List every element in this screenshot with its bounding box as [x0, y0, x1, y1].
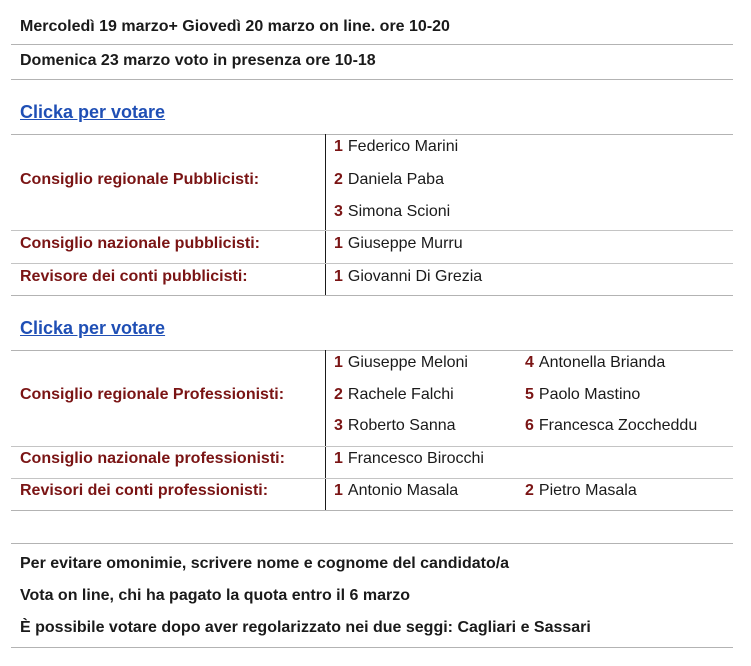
candidate-item: 4 Antonella Brianda [525, 354, 666, 371]
row-label-regionale-professionisti: Consiglio regionale Professionisti: [20, 386, 285, 403]
row-divider [11, 230, 733, 231]
row-divider [11, 446, 733, 447]
schedule-in-person: Domenica 23 marzo voto in presenza ore 10-18 [20, 52, 376, 69]
row-label-nazionale-pubblicisti: Consiglio nazionale pubblicisti: [20, 235, 261, 252]
schedule-online: Mercoledì 19 marzo+ Giovedì 20 marzo on line. ore 10-20 [20, 18, 450, 35]
candidate-item: 5 Paolo Mastino [525, 386, 641, 403]
note-quota: Vota on line, chi ha pagato la quota entro il 6 marzo [20, 587, 410, 604]
candidate-item: 1 Antonio Masala [334, 482, 459, 499]
divider [11, 543, 733, 544]
divider [11, 44, 733, 45]
candidate-item: 1 Federico Marini [334, 138, 459, 155]
candidate-item: 1 Francesco Birocchi [334, 450, 484, 467]
vote-link-pubblicisti[interactable]: Clicka per votare [20, 102, 166, 122]
candidate-item: 1 Giuseppe Murru [334, 235, 463, 252]
row-label-regionale-pubblicisti: Consiglio regionale Pubblicisti: [20, 171, 260, 188]
candidate-item: 3 Simona Scioni [334, 203, 451, 220]
table-top-border [11, 134, 733, 135]
candidate-item: 1 Giuseppe Meloni [334, 354, 468, 371]
row-label-revisore-pubblicisti: Revisore dei conti pubblicisti: [20, 268, 248, 285]
row-label-nazionale-professionisti: Consiglio nazionale professionisti: [20, 450, 285, 467]
row-divider [11, 478, 733, 479]
table-top-border [11, 350, 733, 351]
candidate-item: 1 Giovanni Di Grezia [334, 268, 483, 285]
table-bottom-border [11, 510, 733, 511]
candidate-item: 2 Pietro Masala [525, 482, 637, 499]
row-label-revisori-professionisti: Revisori dei conti professionisti: [20, 482, 269, 499]
candidate-item: 2 Daniela Paba [334, 171, 444, 188]
vote-link-professionisti[interactable]: Clicka per votare [20, 318, 166, 338]
note-seggi: È possibile votare dopo aver regolarizzato nei due seggi: Cagliari e Sassari [20, 619, 591, 636]
candidate-item: 6 Francesca Zoccheddu [525, 417, 698, 434]
column-divider [325, 134, 326, 295]
candidate-item: 3 Roberto Sanna [334, 417, 456, 434]
row-divider [11, 263, 733, 264]
candidate-item: 2 Rachele Falchi [334, 386, 454, 403]
column-divider [325, 350, 326, 510]
table-bottom-border [11, 295, 733, 296]
divider [11, 647, 733, 648]
note-omonimie: Per evitare omonimie, scrivere nome e cognome del candidato/a [20, 555, 510, 572]
divider [11, 79, 733, 80]
